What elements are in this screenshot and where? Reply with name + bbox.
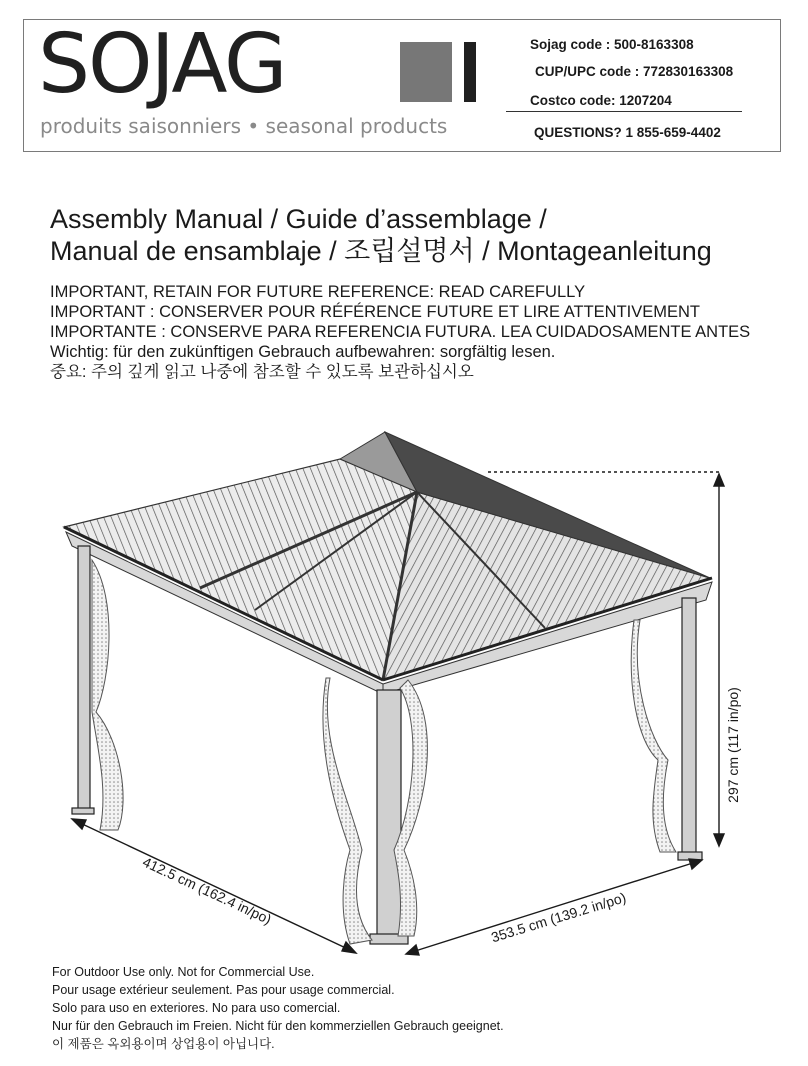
warning-es: IMPORTANTE : CONSERVE PARA REFERENCIA FUTURA. LEA CUIDADOSAMENTE ANTES bbox=[50, 323, 751, 341]
brand-logo-text: SOJAG bbox=[38, 17, 286, 112]
brand-tagline: produits saisonniers • seasonal products bbox=[40, 114, 448, 138]
footer-ko: 이 제품은 옥외용이며 상업용이 아닙니다. bbox=[52, 1037, 275, 1051]
height-dimension-label: 297 cm (117 in/po) bbox=[725, 687, 741, 803]
warning-de: Wichtig: für den zukünftigen Gebrauch aufbewahren: sorgfältig lesen. bbox=[50, 343, 556, 361]
costco-code: Costco code: 1207204 bbox=[530, 93, 672, 108]
roof bbox=[64, 432, 712, 680]
width-dimension-label: 353.5 cm (139.2 in/po) bbox=[489, 889, 628, 946]
questions-phone: QUESTIONS? 1 855-659-4402 bbox=[534, 125, 721, 140]
footer-de: Nur für den Gebrauch im Freien. Nicht für den kommerziellen Gebrauch geeignet. bbox=[52, 1019, 504, 1033]
page-title-line-2: Manual de ensamblaje / 조립설명서 / Montageanleitung bbox=[50, 236, 712, 266]
footer-es: Solo para uso en exteriores. No para uso comercial. bbox=[52, 1001, 341, 1015]
length-dimension-label: 412.5 cm (162.4 in/po) bbox=[140, 853, 274, 928]
page-title-line-1: Assembly Manual / Guide d’assemblage / bbox=[50, 204, 547, 234]
sojag-code: Sojag code : 500-8163308 bbox=[530, 37, 694, 52]
footer-en: For Outdoor Use only. Not for Commercial Use. bbox=[52, 965, 315, 979]
warning-fr: IMPORTANT : CONSERVER POUR RÉFÉRENCE FUTURE ET LIRE ATTENTIVEMENT bbox=[50, 303, 701, 321]
warning-en: IMPORTANT, RETAIN FOR FUTURE REFERENCE: READ CAREFULLY bbox=[50, 283, 586, 301]
cup-upc-code: CUP/UPC code : 772830163308 bbox=[535, 64, 734, 79]
footer-fr: Pour usage extérieur seulement. Pas pour usage commercial. bbox=[52, 983, 395, 997]
warning-ko: 중요: 주의 깊게 읽고 나중에 참조할 수 있도록 보관하십시오 bbox=[50, 363, 474, 381]
